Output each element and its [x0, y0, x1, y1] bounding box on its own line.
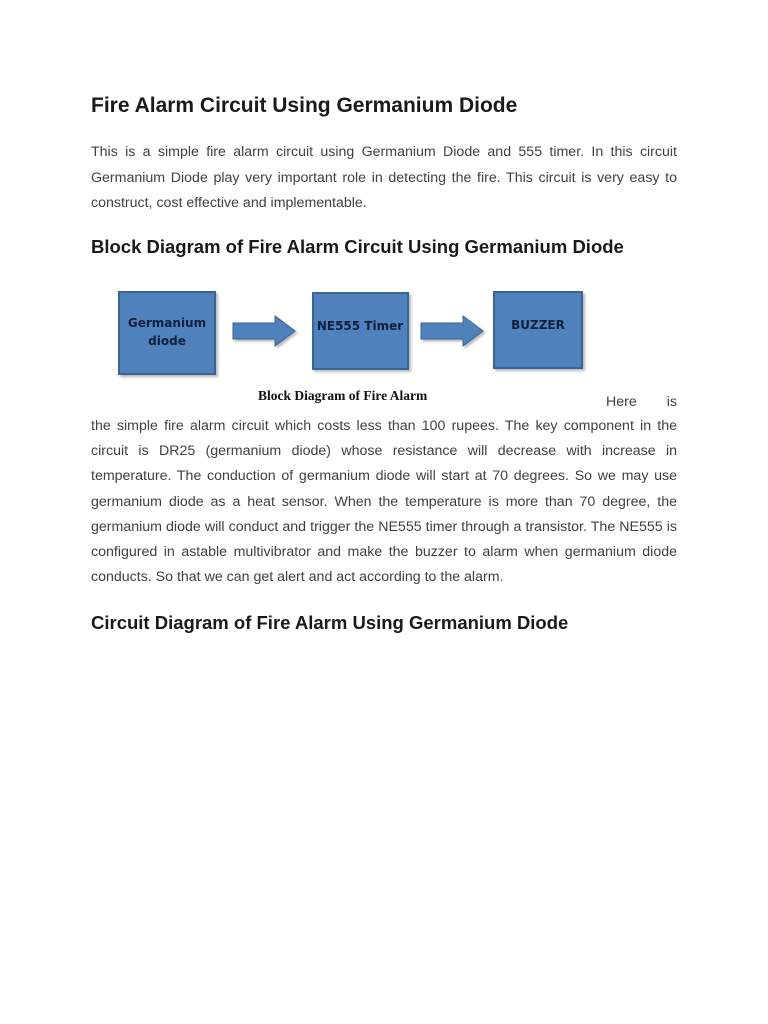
box-label-line2: diode [148, 334, 186, 348]
arrow-icon [421, 316, 483, 346]
diagram-box-germanium-diode [119, 292, 215, 374]
arrow-icon [233, 316, 295, 346]
box-label-line1: BUZZER [511, 318, 565, 332]
word-is: is [666, 394, 677, 410]
box-label-line1: Germanium [127, 316, 207, 330]
diagram-box-buzzer [494, 292, 582, 368]
diagram-caption: Block Diagram of Fire Alarm [258, 388, 428, 403]
body-paragraph: the simple fire alarm circuit which costs less than 100 rupees. The key component in the circuit is DR25 (germanium diode) whose resistance will decrease with increase in temperature. The conduction of germanium diode will start at 70 degrees. So we may use germanium diode as a heat sensor. When the temperature is more than 70 degree, the germanium diode will conduct and trigger the NE555 timer through a transistor. The NE555 is configured in astable multivibrator and make the buzzer to alarm when germanium diode conducts. So that we can get alert and act according to the alarm. [91, 418, 677, 586]
page-title: Fire Alarm Circuit Using Germanium Diode [91, 94, 518, 117]
box-label-line1: NE555 Timer [316, 319, 404, 333]
here-is-line [606, 390, 677, 416]
diagram-box-ne555-timer [313, 293, 408, 369]
intro-paragraph: This is a simple fire alarm circuit using Germanium Diode and 555 timer. In this circuit Germanium Diode play very important role in detecting the fire. This circuit is very easy to construct, cost effective and implementable. [91, 144, 677, 211]
block-diagram-svg [110, 284, 600, 384]
word-here: Here [606, 394, 637, 410]
block-diagram-heading: Block Diagram of Fire Alarm Circuit Using Germanium Diode [91, 236, 624, 257]
circuit-diagram-heading: Circuit Diagram of Fire Alarm Using Germanium Diode [91, 612, 569, 633]
